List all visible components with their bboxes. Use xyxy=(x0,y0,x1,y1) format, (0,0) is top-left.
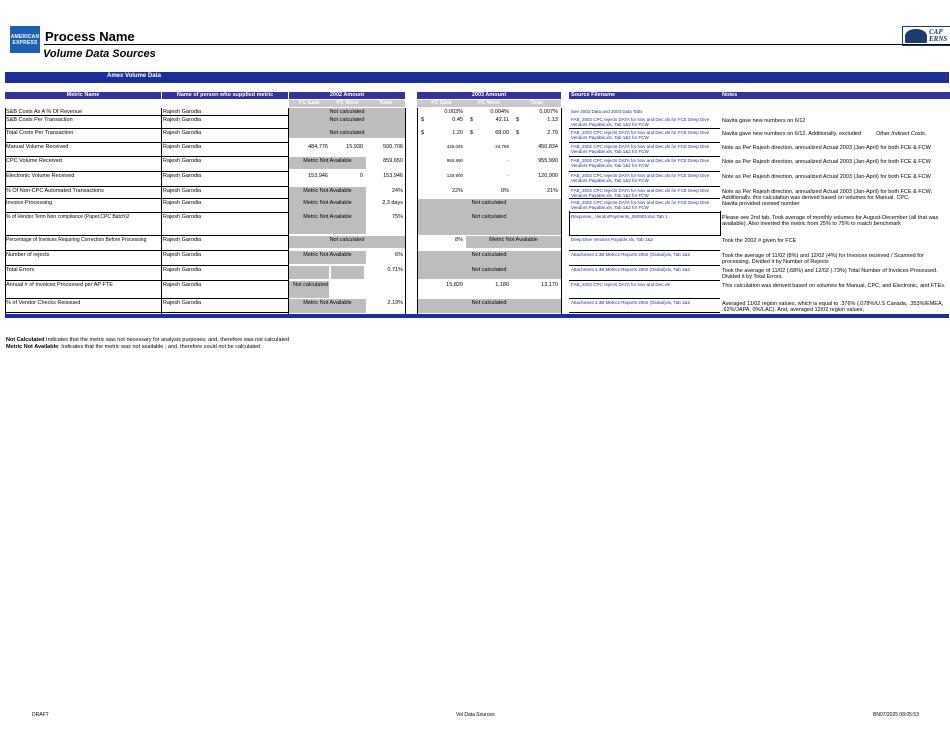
row-divider xyxy=(5,115,289,116)
amount-2002-merged: Not calculated xyxy=(329,117,365,123)
amount-2002-total: 6% xyxy=(395,252,403,258)
row-divider xyxy=(569,212,720,213)
source-filename: FAB_2002 CPC rejects DATA for Nov and Dec.xls for FCE Deep Dive Vendors Payable.xls, Tab 1&2 for FCW xyxy=(571,144,710,154)
notes-text: Took the 2002 # given for FCE xyxy=(722,238,797,244)
amount-2003-fc-east: 426,045 xyxy=(446,144,463,149)
row-divider xyxy=(5,186,289,187)
amount-2002-total: 2.3 days xyxy=(382,200,403,206)
metric-name: Electronic Volume Received xyxy=(6,173,75,179)
banner-label: Amex Volume Data xyxy=(107,73,161,79)
row-divider xyxy=(569,156,720,157)
amount-2003-total: 955,990 xyxy=(538,158,558,164)
row-divider xyxy=(5,156,289,157)
column-divider xyxy=(405,108,406,314)
row-divider xyxy=(569,250,720,251)
row-divider xyxy=(5,198,289,199)
row-divider xyxy=(5,128,289,129)
footer-center: Vol Data Sources xyxy=(456,712,495,718)
amount-2003-fc-east: 955,990 xyxy=(446,158,463,163)
row-divider xyxy=(569,186,720,187)
amount-2003-merged: Not calculated xyxy=(471,200,507,206)
metric-name: S&B Costs Per Transaction xyxy=(6,117,73,123)
row-divider xyxy=(5,298,289,299)
ey-logo-text xyxy=(929,29,947,43)
amount-2003-fc-west: 1,180 xyxy=(495,282,509,288)
person-name: Rajesh Garodia xyxy=(163,267,202,273)
amount-2003-fc-east: 0.45 xyxy=(452,117,463,123)
amount-2003-fc-west: 42.11 xyxy=(495,117,509,123)
notes-text: Navita gave new numbers on 6/12. Additionally, excluded xyxy=(722,131,862,137)
person-name: Rajesh Garodia xyxy=(163,282,202,288)
amount-2002-merged: Metric Not Available xyxy=(303,300,352,306)
currency-symbol: $ xyxy=(421,117,425,123)
subheader-2003-total: Total xyxy=(512,100,561,107)
notes-text: This calculation was derived based on volumes for Manual, CPC, and Electronic, and FTEs. xyxy=(722,283,946,289)
source-filename: FAB_2002 CPC rejects DATA for Nov and Dec.xls for FCE Deep Dive Vendors Payable.xls, Tab 1&2 for FCW xyxy=(571,200,710,210)
amount-2002-merged: Metric Not Available xyxy=(303,214,352,220)
amount-2003-fc-west: - xyxy=(507,158,509,163)
col-header-person: Name of person who supplied metric xyxy=(162,92,288,99)
row-divider xyxy=(569,265,720,266)
row-divider xyxy=(5,235,289,236)
notes-text xyxy=(722,110,948,116)
notes-text: Note as Per Rajesh direction, annualized Actual 2003 (Jan-April) for both FCE & FCW xyxy=(722,159,931,165)
column-divider xyxy=(561,108,562,314)
amount-2003-fc-east: 8% xyxy=(455,237,463,243)
metric-name: Percentage of Invoices Requiring Correction Before Processing xyxy=(6,237,147,243)
source-filename: FAB_2002 CPC rejects DATA for Nov and Dec.xls for FCE Deep Dive Vendors Payable.xls, Tab 1&2 for FCW xyxy=(571,117,710,127)
gray-block-2002-errors-e xyxy=(289,266,329,279)
metric-name: S&B Costs As A % Of Revenue xyxy=(6,109,83,115)
row-divider xyxy=(569,128,720,129)
title-rule xyxy=(44,44,950,45)
source-filename: FAB_2002 CPC rejects DATA for Nov and Dec.xls for FCE Deep Dive Vendors Payable.xls, Tab 1&2 for FCW xyxy=(571,158,710,168)
metric-name: Total Costs Per Transaction xyxy=(6,130,74,136)
subheader-2002-fc-west: FC West xyxy=(329,100,366,107)
amount-2002-total: 75% xyxy=(391,214,403,220)
amount-2003-total: 2.79 xyxy=(547,130,558,136)
col-header-2002: 2002 Amount xyxy=(289,92,405,99)
notes-text: Navita gave new numbers on 6/12 xyxy=(722,118,806,124)
amount-2003-total: 450,834 xyxy=(538,144,558,150)
column-divider xyxy=(417,108,418,314)
source-filename: FAB_2002 CPC rejects DATA for Nov and Dec.xls for FCE Deep Dive Vendors Payable.xls, Tab 1&2 for FCW xyxy=(571,188,710,198)
source-filename: Attachment 4.3B Metrics Reports 2002 (Global)xls, Tab 1&2 xyxy=(571,267,690,272)
person-name: Rajesh Garodia xyxy=(163,214,202,220)
currency-symbol: $ xyxy=(421,130,425,136)
row-divider xyxy=(5,265,289,266)
person-name: Rajesh Garodia xyxy=(163,200,202,206)
amount-2003-total: 120,900 xyxy=(538,173,558,179)
row-divider xyxy=(5,312,289,313)
subheader-2002-fc-east: FC East xyxy=(289,100,329,107)
metric-name: Total Errors xyxy=(6,267,35,273)
column-divider xyxy=(161,108,162,314)
amount-2003-fc-east: 120,900 xyxy=(446,173,463,178)
amount-2003-merged: Not calculated xyxy=(471,267,507,273)
amount-2003-merged: Not calculated xyxy=(471,214,507,220)
amount-2002-total: 500,706 xyxy=(383,144,403,150)
person-name: Rajesh Garodia xyxy=(163,130,202,136)
legend-text: : Indicates that the metric was not available ; and, therefore could not be calculated xyxy=(58,344,260,350)
currency-symbol: $ xyxy=(470,130,474,136)
legend-not-available xyxy=(6,344,260,350)
amount-2003-fc-west: 0.004% xyxy=(490,109,509,115)
legend-not-calculated xyxy=(6,337,289,343)
column-divider xyxy=(5,108,6,314)
amount-2003-fc-west: 24,789 xyxy=(495,144,509,149)
footer-right: BN07/2025 08:05:53 xyxy=(873,712,919,718)
notes-text: Note as Per Rajesh direction, annualized Actual 2003 (Jan-April) for both FCE & FCW. Additionally, this calculation was derived based on volumes for Manual, CPC, xyxy=(722,189,933,199)
metric-name: % Of Non-CPC Automated Transactions xyxy=(6,188,104,194)
row-divider xyxy=(569,198,720,199)
logo-text-2: EXPRESS xyxy=(12,39,38,46)
ey-logo-line-2: ERNS xyxy=(929,35,948,43)
row-divider xyxy=(5,280,289,281)
section-banner xyxy=(5,72,949,83)
subheader-2002-total: Total xyxy=(366,100,405,107)
source-filename: FAB_2002 CPC rejects DATA for Nov and Dec.xls for FCE Deep Dive Vendors Payable.xls, Tab 1&2 for FCW xyxy=(571,173,710,183)
amount-2002-total: 859,650 xyxy=(383,158,403,164)
metric-name: CPC Volume Received xyxy=(6,158,62,164)
amount-2003-total: 0.007% xyxy=(539,109,558,115)
source-filename: Attachment 4.3B Metrics Reports 2002 (Global)xls, Tab 1&2 xyxy=(571,300,690,305)
amount-2002-fc-east: Not calculated xyxy=(293,282,328,288)
ey-logo-line-1: CAP xyxy=(929,28,943,36)
col-header-metric: Metric Name xyxy=(5,92,161,99)
amount-2002-merged: Metric Not Available xyxy=(303,200,352,206)
row-divider xyxy=(569,280,720,281)
currency-symbol: $ xyxy=(516,130,520,136)
amount-2002-fc-west: 0 xyxy=(359,173,363,179)
row-divider xyxy=(5,212,289,213)
col-header-2003: 2003 Amount xyxy=(417,92,561,99)
notes-text: Took the average of 11/02 (.68%) and 12/02 (.73%) Total Number of Invoices Processed. Divided it by Total Errors. xyxy=(722,268,938,280)
amount-2003-fc-west: 69.00 xyxy=(495,130,509,136)
amount-2002-merged: Metric Not Available xyxy=(303,188,352,194)
amount-2002-merged: Not calculated xyxy=(329,130,365,136)
amount-2003-fc-west: - xyxy=(507,173,509,178)
amount-2003-fc-east: 22% xyxy=(451,188,463,194)
person-name: Rajesh Garodia xyxy=(163,173,202,179)
amount-2002-fc-east: 153,946 xyxy=(308,173,328,179)
subheader-2003-fc-west: FC West xyxy=(466,100,512,107)
subheader-2003-fc-east: FC East xyxy=(417,100,466,107)
person-name: Rajesh Garodia xyxy=(163,237,202,243)
amount-2003-fc-west: Metric Not Available xyxy=(489,237,538,243)
ey-logo-shape xyxy=(905,29,927,43)
source-filename: See 2002 Data and 2003 Data Tabs xyxy=(571,109,643,114)
amount-2003-fc-east: 15,820 xyxy=(446,282,463,288)
row-divider xyxy=(569,142,720,143)
logo-text-1: AMERICAN xyxy=(10,33,40,40)
amount-2003-fc-west: 0% xyxy=(501,188,509,194)
ey-logo xyxy=(902,26,950,46)
legend-term: Not Calculated xyxy=(6,337,45,343)
metric-name: % of Vendor Term Non compliance (Paper,CPC Batch)2 xyxy=(6,214,130,220)
amount-2003-total: 13,170 xyxy=(541,282,558,288)
bottom-bar xyxy=(5,314,949,318)
amount-2002-merged: Not calculated xyxy=(329,109,365,115)
amount-2002-fc-east: 484,776 xyxy=(308,144,328,150)
amount-2003-total: 21% xyxy=(546,188,558,194)
row-divider xyxy=(569,235,720,236)
amount-2003-total: 1.13 xyxy=(547,117,558,123)
amount-2002-fc-west: 15,930 xyxy=(346,144,363,150)
row-divider xyxy=(569,312,720,313)
amount-2002-total: 153,946 xyxy=(383,173,403,179)
notes-text: Navita provided revised number xyxy=(722,201,800,207)
currency-symbol: $ xyxy=(516,117,520,123)
amount-2002-total: 0.71% xyxy=(387,267,403,273)
row-divider xyxy=(5,250,289,251)
page-title: Process Name xyxy=(45,29,135,44)
metric-name: % of Vendor Checks Reissued xyxy=(6,300,81,306)
source-filename: FAB_2002 CPC rejects DATA for Nov and Dec.xls for FCE Deep Dive Vendors Payable.xls, Tab 1&2 for FCW xyxy=(571,130,710,140)
amount-2002-merged: Not calculated xyxy=(329,237,365,243)
source-filename: Attachment 4.3B Metrics Reports 2002 (Global)xls, Tab 1&2 xyxy=(571,252,690,257)
notes-text: Note as Per Rajesh direction, annualized Actual 2003 (Jan-April) for both FCE & FCW xyxy=(722,174,931,180)
page-subtitle: Volume Data Sources xyxy=(43,48,156,60)
person-name: Rajesh Garodia xyxy=(163,252,202,258)
column-divider xyxy=(720,211,721,236)
person-name: Rajesh Garodia xyxy=(163,188,202,194)
metric-name: Number of rejects xyxy=(6,252,50,258)
row-divider xyxy=(569,171,720,172)
notes-text: Note as Per Rajesh direction, annualized Actual 2003 (Jan-April) for both FCE & FCW xyxy=(722,145,931,151)
amount-2003-fc-east: 1.20 xyxy=(452,130,463,136)
source-filename: Deep Dive Vendors Payable.xls, Tab 1&2 xyxy=(571,237,653,242)
amount-2003-merged: Not calculated xyxy=(471,300,507,306)
source-filename: FAB_2002 CPC rejects DATA for Nov and Dec.xls xyxy=(571,282,671,287)
gray-block-2002-errors-w xyxy=(331,266,364,279)
notes-text: Took the average of 11/02 (8%) and 12/02 (4%) for Invoices recieved / Scanned for processing. Divided it by Number of Rejects xyxy=(722,253,924,265)
person-name: Rajesh Garodia xyxy=(163,109,202,115)
metric-name: Manual Volume Received xyxy=(6,144,69,150)
amount-2002-total: 24% xyxy=(391,188,403,194)
legend-text: Indicates that the metric was not necessary for analysis purposes; and, therefore was not calculated xyxy=(44,337,290,343)
row-divider xyxy=(5,171,289,172)
footer-left: DRAFT xyxy=(32,712,49,718)
col-header-source: Source Filename xyxy=(569,92,721,99)
metric-name: Annual # of Invoices Processed per AP FTE xyxy=(6,282,113,288)
legend-term: Metric Not Available xyxy=(6,344,59,350)
amount-2002-merged: Metric Not Available xyxy=(303,158,352,164)
amount-2003-fc-east: 0.003% xyxy=(444,109,463,115)
source-filename: Response_ VendorPayments_060903.doc Tab 1 xyxy=(571,214,668,219)
metric-name: Invoice Processing xyxy=(6,200,53,206)
column-divider xyxy=(569,211,570,236)
amount-2002-merged: Metric Not Available xyxy=(303,252,352,258)
row-divider xyxy=(569,298,720,299)
col-header-notes: Notes xyxy=(720,92,950,99)
currency-symbol: $ xyxy=(470,117,474,123)
notes-text: Please see 2nd tab. Took average of monthly volumes for August-December (all that was available). Also inverted the metric from 25% to 75% to match benchmark xyxy=(722,215,939,227)
notes-italic: Other Indirect Costs. xyxy=(876,131,927,137)
person-name: Rajesh Garodia xyxy=(163,300,202,306)
row-divider xyxy=(5,142,289,143)
person-name: Rajesh Garodia xyxy=(163,117,202,123)
amex-logo xyxy=(10,26,40,53)
amount-2002-total: 2.19% xyxy=(387,300,403,306)
column-divider xyxy=(288,108,289,314)
person-name: Rajesh Garodia xyxy=(163,158,202,164)
person-name: Rajesh Garodia xyxy=(163,144,202,150)
amount-2003-merged: Not calculated xyxy=(471,252,507,258)
notes-text: Averaged 11/02 region values, which is equal to .376% (.078%/U.S Canada, .353%/EMEA, .62%/JAPA, 0%/LAC). And, averaged 12/02 region values, xyxy=(722,301,944,313)
